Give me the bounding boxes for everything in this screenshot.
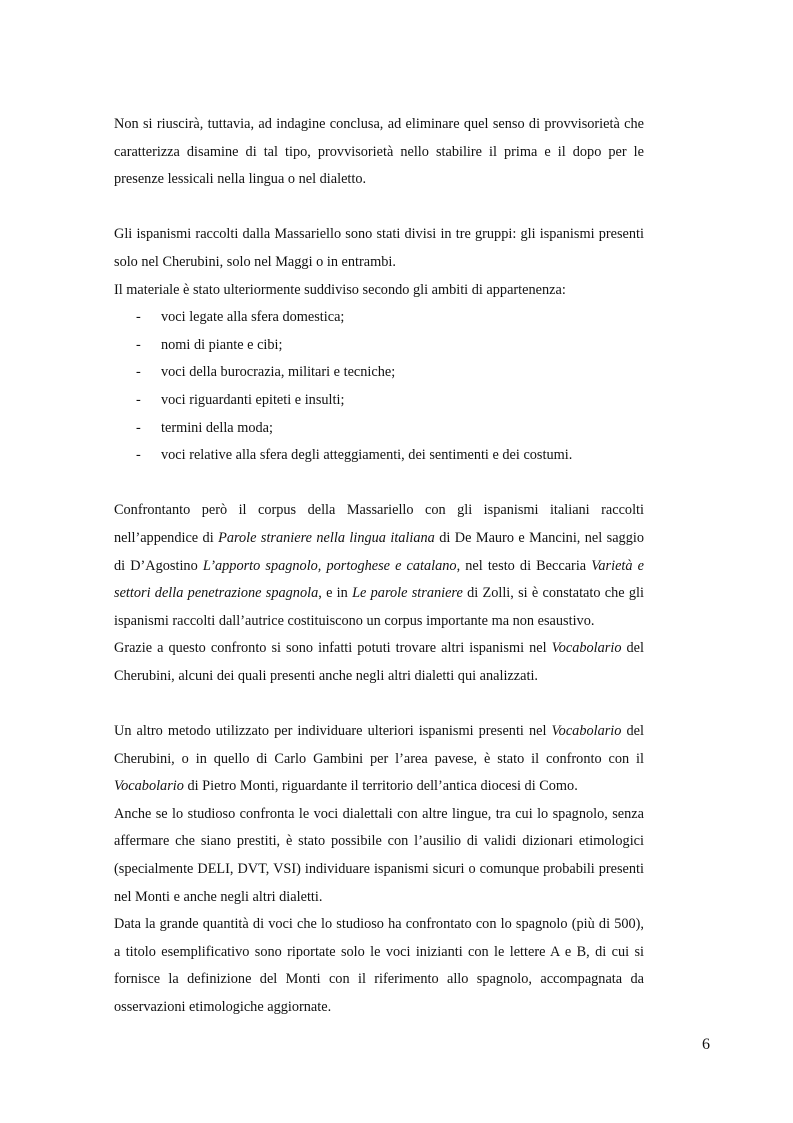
list-dash: - — [136, 447, 141, 464]
list-item — [114, 332, 644, 360]
list-item-text: voci legate alla sfera domestica; — [161, 309, 345, 326]
list-item — [114, 415, 644, 443]
list-dash: - — [136, 419, 141, 436]
title-parole-straniere-lingua-italiana: Parole straniere nella lingua italiana — [218, 529, 435, 546]
title-apporto-spagnolo: L’apporto spagnolo, portoghese e catalano — [202, 557, 457, 574]
paragraph-gap — [114, 470, 644, 498]
text-run: Un altro metodo utilizzato per individuare ulteriori ispanismi presenti nel — [114, 723, 552, 740]
list-item — [114, 442, 644, 470]
list-dash: - — [136, 391, 141, 408]
title-varieta-settori: Varietà e settori della penetrazione spagnola — [114, 557, 644, 602]
list-item — [114, 387, 644, 415]
paragraph-provvisorieta: Non si riuscirà, tuttavia, ad indagine conclusa, ad eliminare quel senso di provvisorietà che caratterizza disamine di tal tipo, provvisorietà nello stabilire il prima e il dopo per le presenze lessicali nella lingua o nel dialetto. — [114, 116, 644, 188]
title-vocabolario: Vocabolario — [551, 723, 622, 740]
text-run: del Cherubini, alcuni dei quali presenti anche negli altri dialetti qui analizzati. — [114, 640, 644, 684]
paragraph-materiale-suddiviso: Il materiale è stato ulteriormente suddiviso secondo gli ambiti di appartenenza: — [114, 281, 566, 298]
title-vocabolario: Vocabolario — [114, 778, 184, 795]
page-number: 6 — [702, 1036, 710, 1053]
text-run: di Pietro Monti, riguardante il territorio dell’antica diocesi di Como. — [183, 778, 578, 795]
paragraph-grande-quantita: Data la grande quantità di voci che lo studioso ha confrontato con lo spagnolo (più di 500), a titolo esemplificativo sono riportate solo le voci inizianti con le lettere A e B, di cui si fornisce la definizione del Monti con il riferimento allo spagnolo, accompagnata da osservazioni etimologiche aggiornate. — [114, 916, 644, 1015]
list-dash: - — [136, 309, 141, 326]
list-dash: - — [136, 364, 141, 381]
text-run: Grazie a questo confronto si sono infatti potuti trovare altri ispanismi nel — [114, 640, 552, 657]
paragraph-altro-metodo — [114, 718, 644, 801]
list-item — [114, 304, 644, 332]
list-item — [114, 359, 644, 387]
text-run: di De Mauro e Mancini, nel saggio di D’Agostino — [114, 529, 644, 574]
ambiti-list — [114, 304, 644, 470]
text-run: di Zolli, si è constatato che gli ispanismi raccolti dall’autrice costituiscono un corpus importante ma non esaustivo. — [114, 585, 644, 629]
text-run: del Cherubini, o in quello di Carlo Gambini per l’area pavese, è stato il confronto con il — [114, 723, 644, 767]
page-body — [114, 111, 644, 1022]
text-run: Confrontanto però il corpus della Massariello con gli ispanismi italiani raccolti nell’appendice di — [114, 502, 644, 546]
list-item-text: nomi di piante e cibi; — [161, 336, 283, 353]
paragraph-gap — [114, 690, 644, 718]
list-item-text: termini della moda; — [161, 419, 273, 436]
title-le-parole-straniere: Le parole straniere — [352, 585, 463, 602]
title-vocabolario: Vocabolario — [551, 640, 622, 657]
paragraph-ispanismi-gruppi: Gli ispanismi raccolti dalla Massariello sono stati divisi in tre gruppi: gli ispanismi presenti solo nel Cherubini, solo nel Maggi o in entrambi. — [114, 226, 644, 270]
paragraph-studioso-confronta: Anche se lo studioso confronta le voci dialettali con altre lingue, tra cui lo spagnolo, senza affermare che siano prestiti, è stato possibile con l’ausilio di validi dizionari etimologici (specialmente DELI, DVT, VSI) individuare ispanismi sicuri o comunque probabili presenti nel Monti e anche negli altri dialetti. — [114, 805, 644, 905]
paragraph-confronto-corpus — [114, 497, 644, 635]
paragraph-grazie-confronto — [114, 635, 644, 690]
list-dash: - — [136, 336, 141, 353]
list-item-text: voci della burocrazia, militari e tecniche; — [161, 364, 396, 381]
text-run: , nel testo di Beccaria — [456, 557, 592, 574]
list-item-text: voci riguardanti epiteti e insulti; — [161, 391, 345, 408]
paragraph-gap — [114, 194, 644, 222]
list-item-text: voci relative alla sfera degli atteggiamenti, dei sentimenti e dei costumi. — [161, 447, 573, 464]
text-run: , e in — [318, 585, 353, 602]
